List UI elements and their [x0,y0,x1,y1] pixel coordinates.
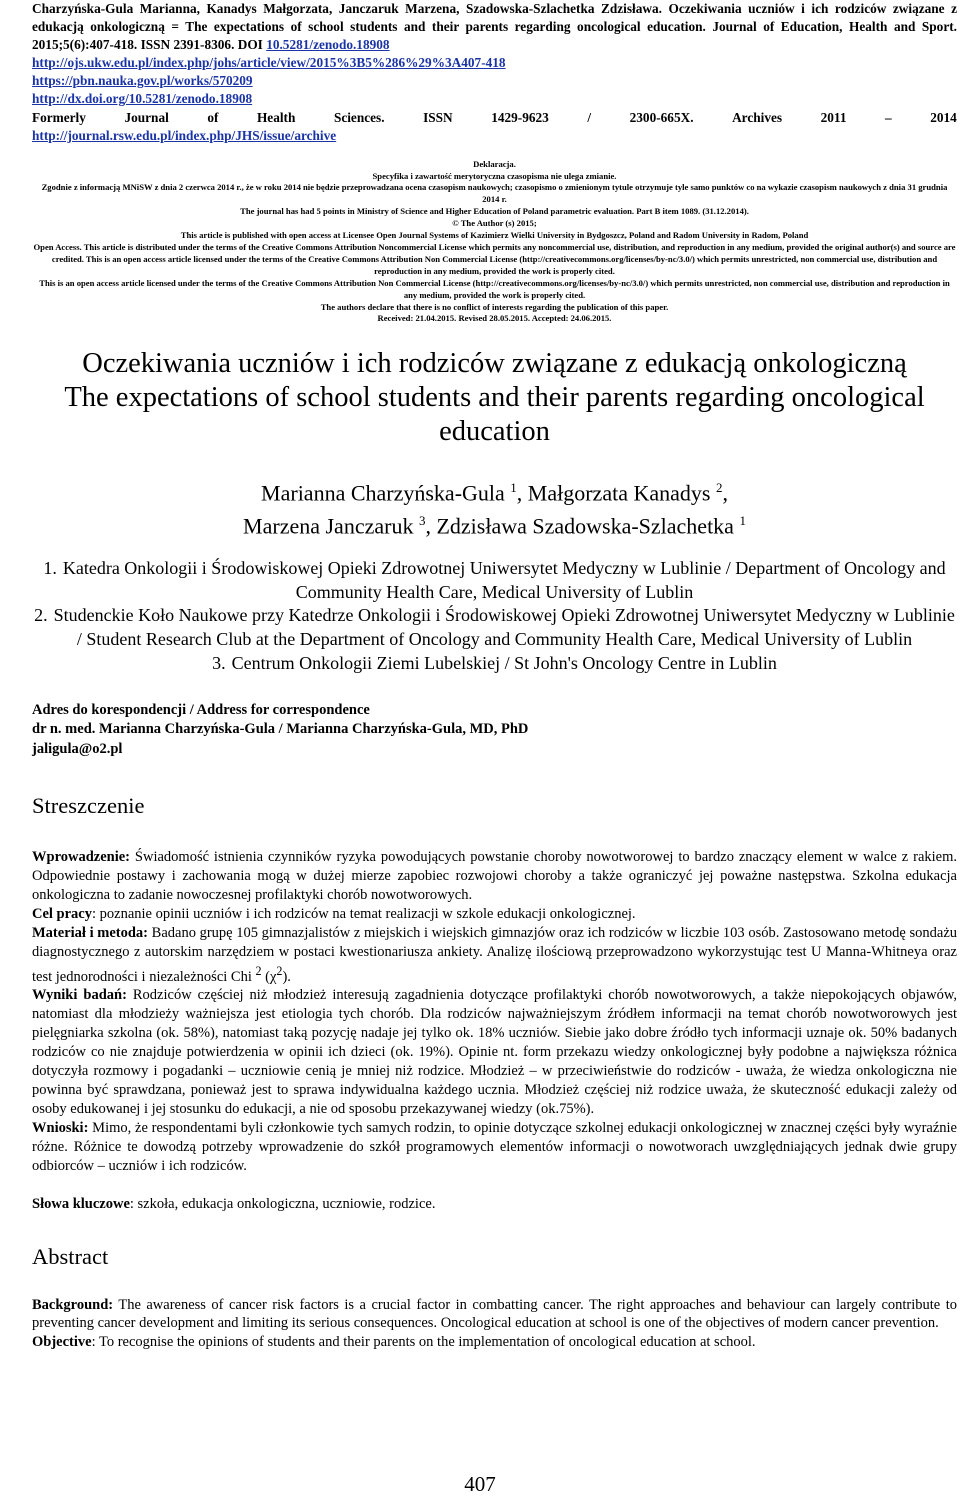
affiliation-number: 3. [212,652,226,673]
affiliations [32,557,957,676]
archive-link-line [32,127,957,145]
author-list: Marianna Charzyńska-Gula $^1$, Małgorzata Kanadys $^2$, Marzena Janczaruk $^3$, Zdzisława Szadowska-Szlachetka $^1$ [243,480,746,539]
correspondence-email[interactable]: jaligula@o2.pl [32,740,123,757]
declaration-line: The authors declare that there is no conflict of interests regarding the publication of this paper. [320,301,669,312]
page-number: 407 [464,1472,496,1496]
objective-text: : To recognise the opinions of students and their parents on the implementation of oncological education at school. [91,1334,756,1351]
archive-link[interactable]: http://journal.rsw.edu.pl/index.php/JHS/issue/archive [32,127,337,143]
affiliation-item [32,604,957,652]
page [32,0,957,1352]
formerly-word: 1429-9623 [491,109,549,125]
author-affil-sup: 1 [510,480,517,496]
author-affil-sup: 2 [715,480,723,496]
method-label: Materiał i metoda: [32,924,149,941]
abstract-body [32,1296,957,1353]
conclusions-text: Mimo, że respondentami byli członkowie tych samych rodzin, to opinie dotyczące szkolnej edukacji onkologicznej w znacznej części były wyraźnie różne. Różnice te dowodzą potrzeby wprowadzenie do szkół programowych elementów informacji o nowotworach uwzględniających jednak dwie grupy odbiorców – uczniów i ich rodziców. [32,1119,957,1174]
ojs-link[interactable]: http://ojs.ukw.edu.pl/index.php/johs/article/view/2015%3B5%286%29%3A407-418 [32,55,506,71]
intro-text: Świadomość istnienia czynników ryzyka powodujących powstanie choroby nowotworowej to bardzo znaczący element w walce z rakiem. Odpowiednie postawy i zachowania mogą w dużej mierze zapobiec rozwojowi choroby a także ograniczyć jej poważne następstwa. Szkolna edukacja onkologiczna to zadanie nowoczesnej profilaktyki chorób nowotworowych. [32,849,957,904]
objective-label: Objective [32,1334,92,1351]
keywords [32,1195,957,1214]
declaration-line: This is an open access article licensed under the terms of the Creative Commons Attribution Non Commercial License (http://creativecommons.org/licenses/by-nc/3.0/) which permits unrestricted, non commercial use, distribution and reproduction in any medium, provided the work is properly cited. [39,277,950,300]
results-label: Wyniki badań: [32,987,127,1004]
method-paragraph [32,924,957,987]
superscript: 2 [255,963,262,978]
declaration-line: Specyfika i zawartość merytoryczna czasopisma nie ulega zmianie. [372,170,617,181]
affiliation-text: Centrum Onkologii Ziemi Lubelskiej / St John's Oncology Centre in Lublin [231,652,777,673]
declaration-line: © The Author (s) 2015; [452,218,537,229]
affiliation-number: 2. [34,605,48,626]
keywords-label: Słowa kluczowe [32,1195,130,1212]
streszczenie-heading: Streszczenie [32,793,145,819]
formerly-word: / [587,109,592,125]
author-affil-sup: 1 [739,513,746,529]
formerly-word: Formerly [32,109,86,125]
affiliation-item [32,652,957,676]
author-name: Zdzisława Szadowska-Szlachetka [436,513,734,539]
intro-label: Wprowadzenie: [32,849,131,866]
objective-paragraph [32,1333,957,1352]
pbn-link[interactable]: https://pbn.nauka.gov.pl/works/570209 [32,73,253,89]
aim-text: : poznanie opinii uczniów i ich rodziców na temat realizacji w szkole edukacji onkologicznej. [92,905,636,922]
paper-title [32,347,957,448]
formerly-word: ISSN [423,109,453,125]
background-paragraph [32,1296,957,1334]
declaration-line: The journal has had 5 points in Ministry of Science and Higher Education of Poland parametric evaluation. Part B item 1089. (31.12.2014). [240,206,749,217]
formerly-word: Journal [124,109,169,125]
formerly-word: Health [256,109,296,125]
formerly-word: 2014 [930,109,957,125]
results-text: Rodziców częściej niż młodzież interesują zagadnienia dotyczące profilaktyki chorób nowotworowych, a także niepokojących objawów, natomiast dla młodzieży ważniejsza jest etiologia tych chorób. Dla rodziców najważniejszym źródłem informacji na temat chorób nowotworowych jest pielęgniarka szkolna (ok. 58%), natomiast taką pozycję nadaje jej tylko ok. 18% uczniów. Siebie jako dobre źródło tych informacji uznaje ok. 50% badanych rodziców co nie znajduje potwierdzenia w opinii ich dzieci (ok. 19%). Opinie nt. form przekazu wiedzy onkologicznej były podobne a największa różnica dotyczyła rozmowy i pogadanki – uczniowie cenią je mniej niż rodzice. Młodzież – w przeciwieństwie do rodziców - uważa, że wiedza onkologiczna nie powinna być sprawdzana, ponieważ jest to sprawa indywidualna każdego ucznia. Młodzież częściej niż rodzice uważa, że skuteczność edukacji zależy od osoby edukowanej i jej stosunku do edukacji, a nie od sposobu przekazywanej wiedzy (ok.75%). [32,987,957,1117]
intro-paragraph [32,848,957,905]
keywords-text: : szkoła, edukacja onkologiczna, uczniowie, rodzice. [129,1195,436,1212]
affiliation-number: 1. [43,557,57,578]
author-name: Marianna Charzyńska-Gula [261,480,505,506]
correspondence [32,701,957,760]
aim-paragraph [32,905,957,924]
author-name: Małgorzata Kanadys [527,480,711,506]
background-label: Background: [32,1296,114,1313]
formerly-word: Archives [732,109,783,125]
affiliation-item [32,557,957,605]
declaration-line: Open Access. This article is distributed under the terms of the Creative Commons Attribution Noncommercial License which permits any noncommercial use, distribution, and reproduction in any medium, provided the original author(s) and source are credited. This is an open access article licensed under the terms of the Creative Commons Attribution Non Commercial License (http://creativecommons.org/licenses/by-nc/3.0/) which permits unrestricted, non commercial use, distribution and reproduction in any medium, provided the work is properly cited. [33,242,956,276]
author-name: Marzena Janczaruk [243,513,414,539]
formerly-line [32,109,957,127]
citation-header [32,0,957,109]
correspondence-label: Adres do korespondencji / Address for correspondence [32,701,370,718]
formerly-word: – [885,109,892,125]
affiliation-text: Katedra Onkologii i Środowiskowej Opieki Zdrowotnej Uniwersytet Medyczny w Lublinie / Department of Oncology and Community Health Care, Medical University of Lublin [62,557,946,602]
declaration-title: Deklaracja. [473,158,516,169]
author-affil-sup: 3 [418,513,426,529]
doi-link[interactable]: 10.5281/zenodo.18908 [266,37,390,53]
method-text-end: ). [282,968,291,985]
declaration-block [32,159,957,326]
formerly-word: Sciences. [333,109,385,125]
streszczenie-body [32,848,957,1175]
background-text: The awareness of cancer risk factors is a crucial factor in combatting cancer. The right approaches and behaviour can largely contribute to preventing cancer development and limiting its serious consequences. Oncological education at school is one of the objectives of modern cancer prevention. [32,1296,957,1332]
formerly-word: of [207,109,219,125]
title-polish: Oczekiwania uczniów i ich rodziców związane z edukacją onkologiczną [82,348,907,380]
method-text-mid: (χ [261,968,277,985]
correspondence-name: dr n. med. Marianna Charzyńska-Gula / Marianna Charzyńska-Gula, MD, PhD [32,721,529,738]
method-text: Badano grupę 105 gimnazjalistów z miejskich i wiejskich gimnazjów oraz ich rodziców w liczbie 103 osób. Zastosowano metodę sondażu diagnostycznego z autorskim narzędziem w postaci kwestionariusza ankiety. Analizę ilościową przeprowadzono wykorzystując test U Manna-Whitneya oraz test jednorodności i niezależności Chi [32,924,957,985]
declaration-line: This article is published with open access at Licensee Open Journal Systems of Kazimierz Wielki University in Bydgoszcz, Poland and Radom University in Radom, Poland [180,230,809,241]
superscript: 2 [276,963,283,978]
conclusions-label: Wnioski: [32,1119,89,1136]
formerly-word: 2011 [820,109,847,125]
abstract-heading: Abstract [32,1243,109,1269]
citation-text: Charzyńska-Gula Marianna, Kanadys Małgorzata, Janczaruk Marzena, Szadowska-Szlachetka Zdzisława. Oczekiwania uczniów i ich rodziców związane z edukacją onkologiczną = The expectations of school students and their parents regarding oncological education. Journal of Education, Health and Sport. 2015;5(6):407-418. ISSN 2391-8306. DOI [32,1,957,53]
affiliation-text: Studenckie Koło Naukowe przy Katedrze Onkologii i Środowiskowej Opieki Zdrowotnej Uniwersytet Medyczny w Lublinie / Student Research Club at the Department of Oncology and Community Health Care, Medical University of Lublin [53,605,955,650]
conclusions-paragraph [32,1119,957,1176]
declaration-line: Received: 21.04.2015. Revised 28.05.2015. Accepted: 24.06.2015. [377,313,612,324]
dx-doi-link[interactable]: http://dx.doi.org/10.5281/zenodo.18908 [32,91,253,107]
results-paragraph [32,986,957,1118]
title-english: The expectations of school students and their parents regarding oncological education [64,381,925,447]
formerly-word: 2300-665X. [629,109,694,125]
declaration-line: Zgodnie z informacją MNiSW z dnia 2 czerwca 2014 r., że w roku 2014 nie będzie przeprowadzana ocena czasopism naukowych; czasopismo o zmienionym tytule otrzymuje tyle samo punktów co na wykazie czasopism naukowych z dnia 31 grudnia 2014 r. [41,182,948,205]
aim-label: Cel pracy [32,905,92,922]
